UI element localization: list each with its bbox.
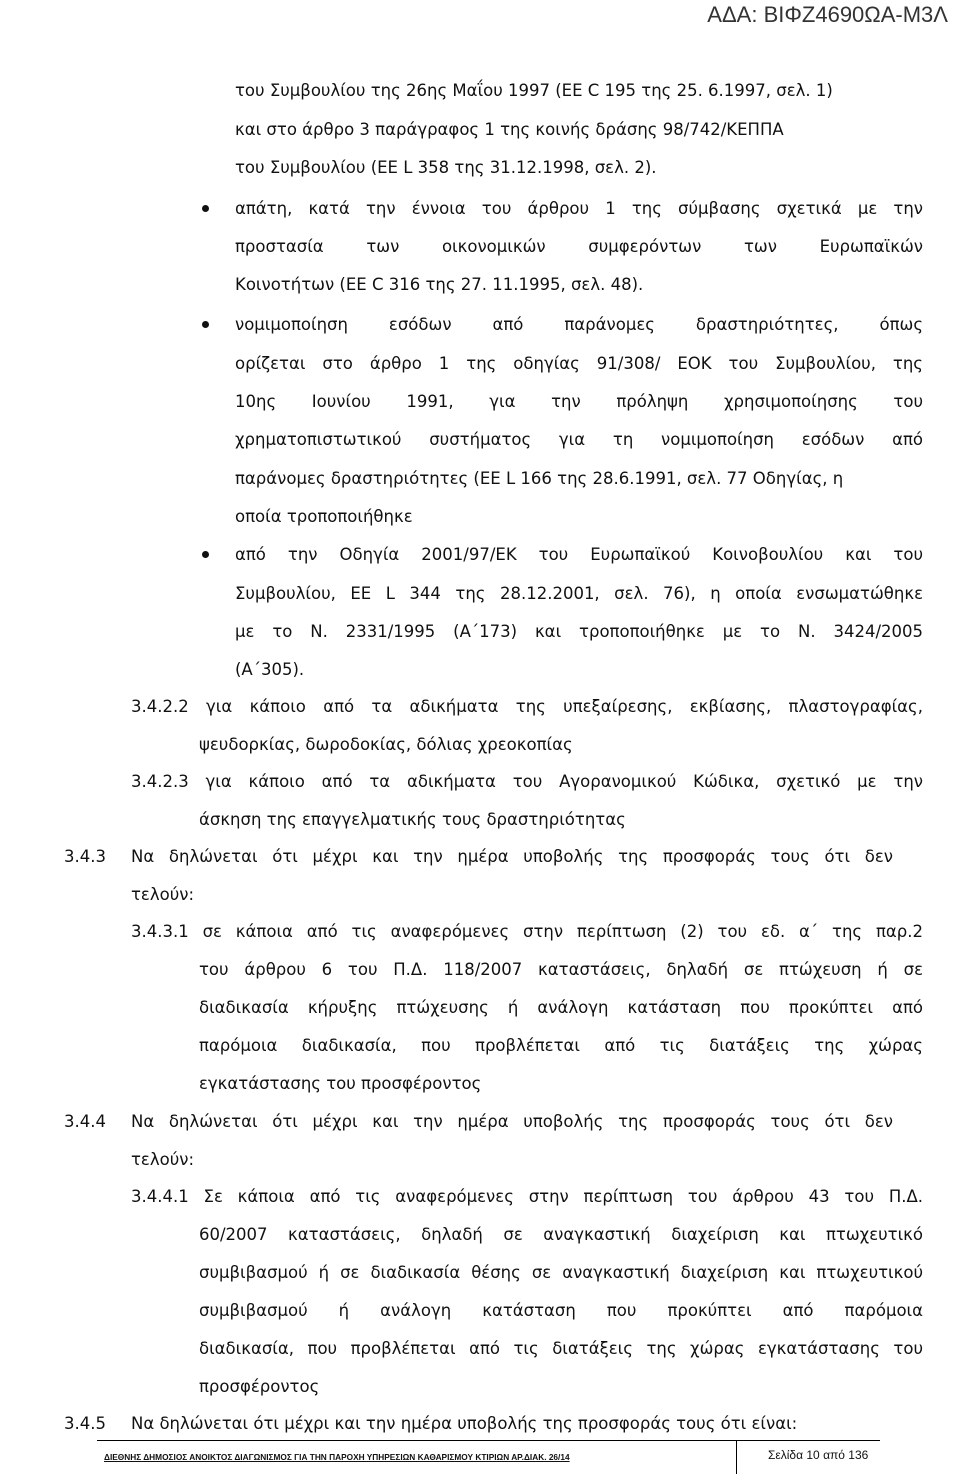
text-line: και στο άρθρο 3 παράγραφος 1 της κοινής δράσης 98/742/ΚΕΠΠΑ: [235, 120, 784, 139]
text-line: Να δηλώνεται ότι μέχρι και την ημέρα υποβολής της προσφοράς τους ότι είναι:: [131, 1414, 798, 1433]
text-line: του Συμβουλίου (ΕΕ L 358 της 31.12.1998, σελ. 2).: [235, 158, 657, 177]
text-line: απάτη, κατά την έννοια του άρθρου 1 της σύμβασης σχετικά με την: [235, 199, 923, 218]
text-line: παρόμοια διαδικασία, που προβλέπεται από τις διατάξεις της χώρας: [199, 1036, 923, 1055]
text-line: του άρθρου 6 του Π.Δ. 118/2007 καταστάσεις, δηλαδή σε πτώχευση ή σε: [199, 960, 923, 979]
text-line: 3.4.3.1 σε κάποια από τις αναφερόμενες στην περίπτωση (2) του εδ. α΄ της παρ.2: [131, 922, 923, 941]
text-line: 60/2007 καταστάσεις, δηλαδή σε αναγκαστική διαχείριση και πτωχευτικό: [199, 1225, 923, 1244]
text-line: τελούν:: [131, 1150, 195, 1169]
page-number: Σελίδα 10 από 136: [768, 1448, 869, 1462]
text-line: προστασία των οικονομικών συμφερόντων των Ευρωπαϊκών: [235, 237, 923, 256]
section-number: 3.4.5: [64, 1414, 106, 1433]
text-line: διαδικασία, που προβλέπεται από τις διατάξεις της χώρας εγκατάστασης του: [199, 1339, 923, 1358]
bullet-icon: [202, 205, 209, 212]
text-line: Να δηλώνεται ότι μέχρι και την ημέρα υποβολής της προσφοράς τους ότι δεν: [131, 1112, 893, 1131]
text-line: συμβιβασμού ή ανάλογη κατάσταση που προκύπτει από παρόμοια: [199, 1301, 923, 1320]
text-line: Να δηλώνεται ότι μέχρι και την ημέρα υποβολής της προσφοράς τους ότι δεν: [131, 847, 893, 866]
ada-code: ΑΔΑ: ΒΙΦΖ4690ΩΑ-Μ3Λ: [707, 2, 948, 27]
text-line: συμβιβασμού ή σε διαδικασία θέσης σε αναγκαστική διαχείριση και πτωχευτικού: [199, 1263, 923, 1282]
text-line: 3.4.4.1 Σε κάποια από τις αναφερόμενες στην περίπτωση του άρθρου 43 του Π.Δ.: [131, 1187, 923, 1206]
text-line: ορίζεται στο άρθρο 1 της οδηγίας 91/308/ ΕΟΚ του Συμβουλίου, της: [235, 354, 923, 373]
text-line: διαδικασία κήρυξης πτώχευσης ή ανάλογη κατάσταση που προκύπτει από: [199, 998, 923, 1017]
text-line: με το Ν. 2331/1995 (Α΄173) και τροποποιήθηκε με το Ν. 3424/2005: [235, 622, 923, 641]
section-number: 3.4.4: [64, 1112, 106, 1131]
text-line: (Α΄305).: [235, 660, 305, 679]
bullet-icon: [202, 551, 209, 558]
text-line: Κοινοτήτων (ΕΕ C 316 της 27. 11.1995, σελ. 48).: [235, 275, 644, 294]
text-line: 10ης Ιουνίου 1991, για την πρόληψη χρησιμοποίησης του: [235, 392, 923, 411]
text-line: νομιμοποίηση εσόδων από παράνομες δραστηριότητες, όπως: [235, 315, 923, 334]
text-line: εγκατάστασης του προσφέροντος: [199, 1074, 482, 1093]
text-line: από την Οδηγία 2001/97/ΕΚ του Ευρωπαϊκού Κοινοβουλίου και του: [235, 545, 923, 564]
section-number: 3.4.3: [64, 847, 106, 866]
text-line: προσφέροντος: [199, 1377, 320, 1396]
text-line: άσκηση της επαγγελματικής τους δραστηριότητας: [199, 810, 626, 829]
text-line: οποία τροποποιήθηκε: [235, 507, 413, 526]
footer-separator: [736, 1440, 737, 1474]
footer-divider: [97, 1440, 880, 1441]
footer-tender-title: ΔΙΕΘΝΗΣ ΔΗΜΟΣΙΟΣ ΑΝΟΙΚΤΟΣ ΔΙΑΓΩΝΙΣΜΟΣ ΓΙΑ ΤΗΝ ΠΑΡΟΧΗ ΥΠΗΡΕΣΙΩΝ ΚΑΘΑΡΙΣΜΟΥ ΚΤΙΡΙΩΝ ΑΡ.ΔΙΑΚ. 26/14: [104, 1452, 570, 1462]
text-line: ψευδορκίας, δωροδοκίας, δόλιας χρεοκοπίας: [199, 735, 573, 754]
text-line: χρηματοπιστωτικού συστήματος για τη νομιμοποίηση εσόδων από: [235, 430, 923, 449]
text-line: 3.4.2.2 για κάποιο από τα αδικήματα της υπεξαίρεσης, εκβίασης, πλαστογραφίας,: [131, 697, 923, 716]
text-line: του Συμβουλίου της 26ης Μαΐου 1997 (ΕΕ C 195 της 25. 6.1997, σελ. 1): [235, 81, 833, 100]
text-line: Συμβουλίου, ΕΕ L 344 της 28.12.2001, σελ. 76), η οποία ενσωματώθηκε: [235, 584, 923, 603]
text-line: παράνομες δραστηριότητες (ΕΕ L 166 της 28.6.1991, σελ. 77 Οδηγίας, η: [235, 469, 844, 488]
bullet-icon: [202, 321, 209, 328]
text-line: 3.4.2.3 για κάποιο από τα αδικήματα του Αγορανομικού Κώδικα, σχετικό με την: [131, 772, 923, 791]
text-line: τελούν:: [131, 885, 195, 904]
